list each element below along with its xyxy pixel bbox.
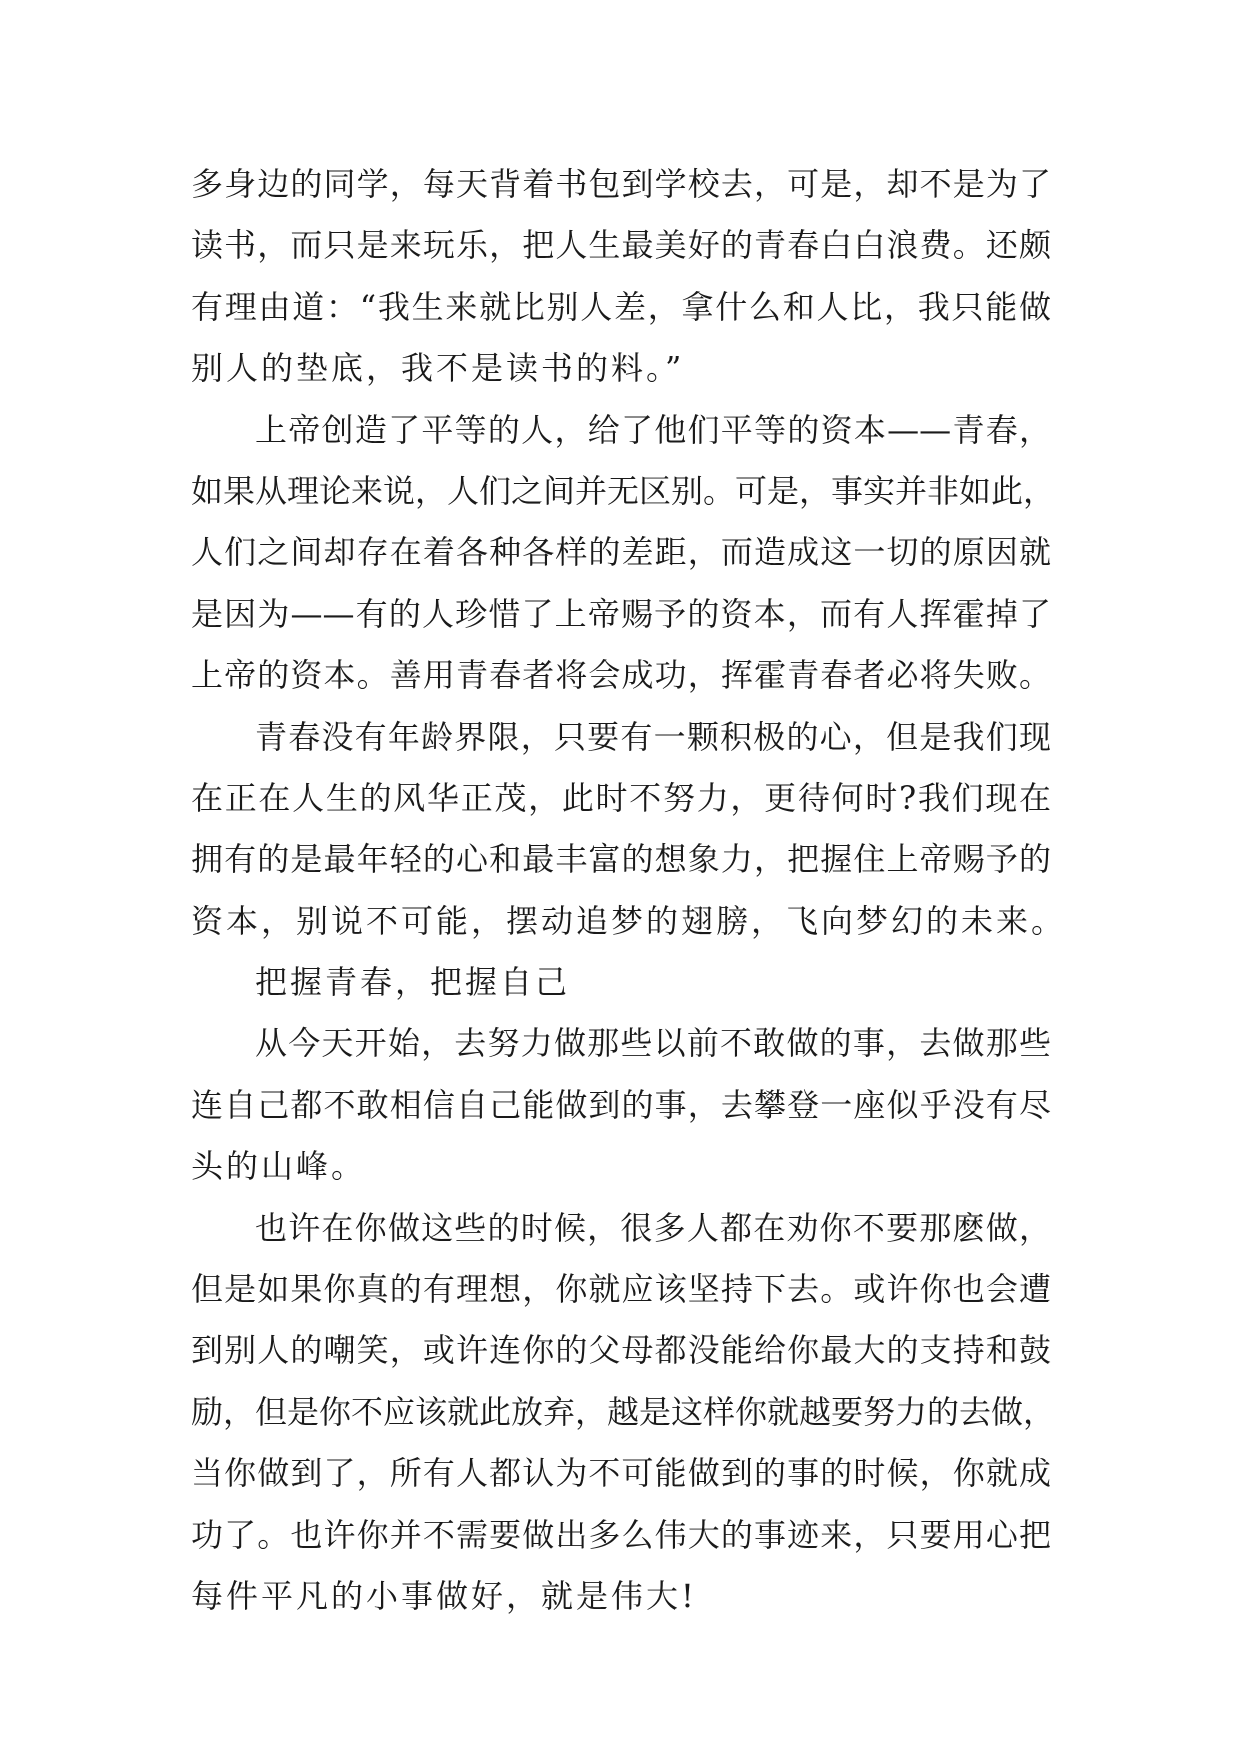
text-line: 读书，而只是来玩乐，把人生最美好的青春白白浪费。还颇 (191, 226, 1051, 265)
text-line: 多身边的同学，每天背着书包到学校去，可是，却不是为了 (191, 165, 1051, 203)
section-heading: 把握青春，把握自己 (255, 963, 571, 1002)
document-body (191, 154, 1067, 1627)
text-line: 资本，别说不可能，摆动追梦的翅膀，飞向梦幻的未来。 (191, 901, 1067, 940)
text-line: 头的山峰。 (191, 1147, 367, 1186)
paragraph-first-line: 从今天开始，去努力做那些以前不敢做的事，去做那些 (255, 1024, 1051, 1063)
paragraph-first-line: 青春没有年龄界限，只要有一颗积极的心，但是我们现 (255, 717, 1051, 756)
text-line: 如果从理论来说，人们之间并无区别。可是，事实并非如此， (191, 471, 1056, 510)
text-line: 励，但是你不应该就此放弃，越是这样你就越要努力的去做， (191, 1392, 1056, 1431)
text-line: 到别人的嘲笑，或许连你的父母都没能给你最大的支持和鼓 (191, 1331, 1051, 1370)
text-line: 功了。也许你并不需要做出多么伟大的事迹来，只要用心把 (191, 1515, 1051, 1554)
text-line: 别人的垫底，我不是读书的料。” (191, 349, 685, 388)
text-line: 在正在人生的风华正茂，此时不努力，更待何时?我们现在 (191, 778, 1051, 817)
text-line: 有理由道：“我生来就比别人差，拿什么和人比，我只能做 (191, 287, 1051, 326)
text-line: 连自己都不敢相信自己能做到的事，去攀登一座似乎没有尽 (191, 1085, 1051, 1124)
text-line: 人们之间却存在着各种各样的差距，而造成这一切的原因就 (191, 533, 1051, 572)
text-line: 是因为——有的人珍惜了上帝赐予的资本，而有人挥霍掉了 (191, 594, 1051, 633)
text-line: 当你做到了，所有人都认为不可能做到的事的时候，你就成 (191, 1454, 1051, 1493)
paragraph-first-line: 上帝创造了平等的人，给了他们平等的资本——青春， (255, 410, 1051, 449)
text-line: 但是如果你真的有理想，你就应该坚持下去。或许你也会遭 (191, 1270, 1051, 1309)
paragraph-first-line: 也许在你做这些的时候，很多人都在劝你不要那麽做， (255, 1208, 1051, 1247)
text-line: 每件平凡的小事做好，就是伟大! (191, 1576, 697, 1615)
text-line: 上帝的资本。善用青春者将会成功，挥霍青春者必将失败。 (191, 656, 1051, 695)
text-line: 拥有的是最年轻的心和最丰富的想象力，把握住上帝赐予的 (191, 840, 1051, 879)
